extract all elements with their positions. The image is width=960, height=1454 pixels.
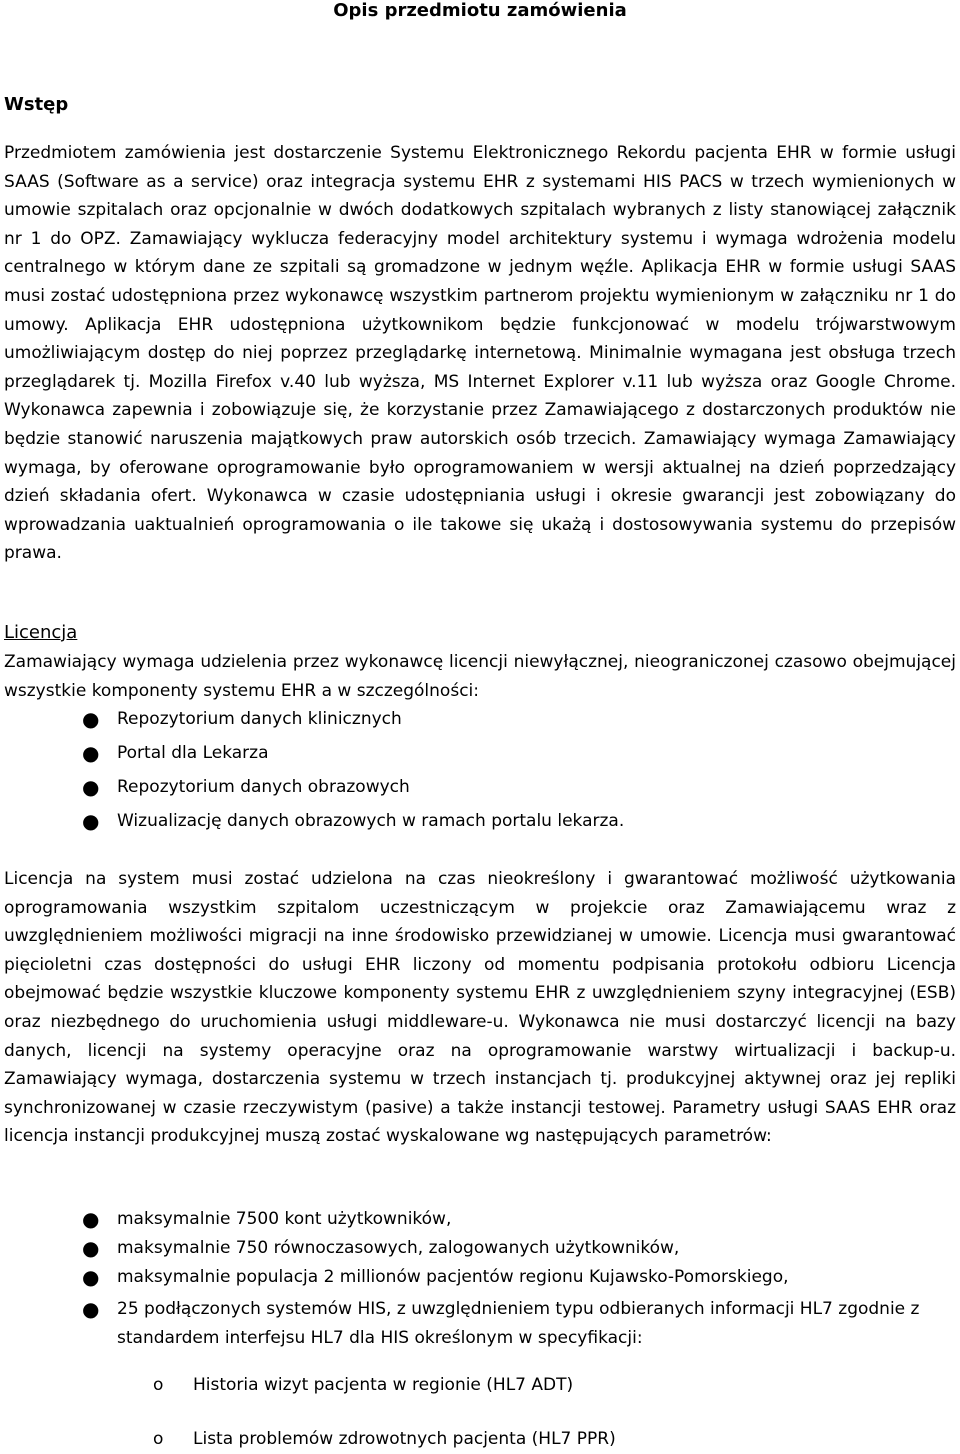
- circle-bullet-icon: o: [153, 1429, 164, 1449]
- list-item: [0, 1295, 960, 1353]
- components-list: [0, 708, 960, 844]
- list-item: [0, 708, 960, 742]
- list-item-text: Historia wizyt pacjenta w regionie (HL7 ADT): [193, 1375, 574, 1395]
- section-heading-intro: Wstęp: [4, 94, 69, 115]
- list-item-text: Lista problemów zdrowotnych pacjenta (HL7 PPR): [193, 1429, 616, 1449]
- intro-paragraph: Przedmiotem zamówienia jest dostarczenie Systemu Elektronicznego Rekordu pacjenta EHR w formie usługi SAAS (Software as a service) oraz integracja systemu EHR z systemami HIS PACS w trzech wymienionych w umowie szpitalach oraz opcjonalnie w dwóch dodatkowych szpitalach wybranych z listy stanowiącej załącznik nr 1 do OPZ. Zamawiający wyklucza federacyjny model architektury systemu i wymaga wdrożenia modelu centralnego w którym dane ze szpitali są gromadzone w jednym węźle. Aplikacja EHR w formie usługi SAAS musi zostać udostępniona przez wykonawcę wszystkim partnerom projektu wymienionym w załączniku nr 1 do umowy. Aplikacja EHR udostępniona użytkownikom będzie funkcjonować w modelu trójwarstwowym umożliwiającym dostęp do niej poprzez przeglądarkę internetową. Minimalnie wymagana jest obsługa trzech przeglądarek tj. Mozilla Firefox v.40 lub wyższa, MS Internet Explorer v.11 lub wyższa oraz Google Chrome. Wykonawca zapewnia i zobowiązuje się, że korzystanie przez Zamawiającego z dostarczonych produktów nie będzie stanowić naruszenia majątkowych praw autorskich osób trzecich. Zamawiający wymaga Zamawiający wymaga, by oferowane oprogramowanie było oprogramowaniem w wersji aktualnej na dzień poprzedzający dzień składania ofert. Wykonawca w czasie udostępniania usługi i okresie gwarancji jest zobowiązany do wprowadzania uaktualnień oprogramowania o ile takowe się ukażą i dostosowywania systemu do przepisów prawa.: [4, 143, 956, 564]
- bullet-icon: ●: [82, 707, 100, 731]
- bullet-icon: ●: [82, 809, 100, 833]
- list-item-text: Repozytorium danych klinicznych: [117, 709, 402, 729]
- bullet-icon: ●: [82, 741, 100, 765]
- bullet-icon: ●: [82, 1236, 100, 1260]
- license-paragraph-2: Licencja na system musi zostać udzielona na czas nieokreślony i gwarantować możliwość użytkowania oprogramowania wszystkim szpitalom uczestniczącym w projekcie oraz Zamawiającemu wraz z uwzględnieniem możliwości migracji na inne środowisko przewidzianej w umowie. Licencja musi gwarantować pięcioletni czas dostępności do usługi EHR liczony od momentu podpisania protokołu odbioru Licencja obejmować będzie wszystkie kluczowe komponenty systemu EHR z uwzględnieniem szyny integracyjnej (ESB) oraz niezbędnego do uruchomienia usługi middleware-u. Wykonawca nie musi dostarczyć licencji na bazy danych, licencji na systemy operacyjne oraz na oprogramowanie warstwy wirtualizacji i backup-u. Zamawiający wymaga, dostarczenia systemu w trzech instancjach tj. produkcyjnej aktywnej oraz jej repliki synchronizowanej w czasie rzeczywistym (pasive) a także instancji testowej. Parametry usługi SAAS EHR oraz licencja instancji produkcyjnej muszą zostać wyskalowane wg następujących parametrów:: [4, 869, 956, 1147]
- list-item: [0, 1266, 960, 1295]
- list-item: [0, 776, 960, 810]
- list-item: [0, 1428, 960, 1450]
- list-item-text: Portal dla Lekarza: [117, 743, 269, 763]
- license-paragraph-1: Zamawiający wymaga udzielenia przez wykonawcę licencji niewyłącznej, nieograniczonej czasowo obejmującej wszystkie komponenty systemu EHR a w szczególności:: [4, 652, 956, 701]
- list-item-text: maksymalnie 7500 kont użytkowników,: [117, 1209, 452, 1229]
- hl7-items-list: [0, 1374, 960, 1450]
- bullet-icon: ●: [82, 1265, 100, 1289]
- parameters-list: [0, 1208, 960, 1353]
- bullet-icon: ●: [82, 775, 100, 799]
- list-item-text: 25 podłączonych systemów HIS, z uwzględnieniem typu odbieranych informacji HL7 zgodnie z standardem interfejsu HL7 dla HIS określonym w specyfikacji:: [117, 1299, 920, 1348]
- document-title: Opis przedmiotu zamówienia: [333, 0, 627, 21]
- list-item-text: maksymalnie populacja 2 millionów pacjentów regionu Kujawsko-Pomorskiego,: [117, 1267, 789, 1287]
- list-item: [0, 1374, 960, 1428]
- section-heading-license: Licencja: [4, 622, 78, 643]
- list-item-text: maksymalnie 750 równoczasowych, zalogowanych użytkowników,: [117, 1238, 680, 1258]
- list-item: [0, 810, 960, 844]
- list-item: [0, 1208, 960, 1237]
- list-item-text: Repozytorium danych obrazowych: [117, 777, 410, 797]
- list-item: [0, 742, 960, 776]
- circle-bullet-icon: o: [153, 1375, 164, 1395]
- list-item-text: Wizualizację danych obrazowych w ramach portalu lekarza.: [117, 811, 625, 831]
- bullet-icon: ●: [82, 1297, 100, 1321]
- list-item: [0, 1237, 960, 1266]
- bullet-icon: ●: [82, 1207, 100, 1231]
